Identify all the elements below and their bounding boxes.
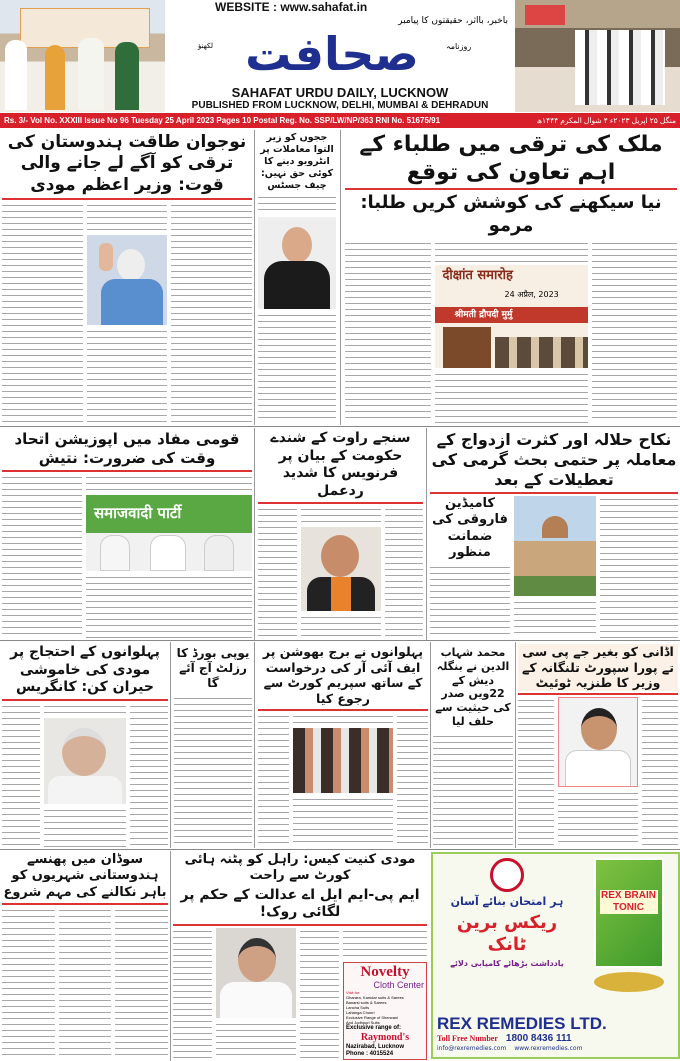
article-body-text bbox=[59, 907, 112, 1059]
header-photo-left bbox=[0, 0, 165, 112]
article-body-text bbox=[343, 928, 427, 960]
article-body-text bbox=[44, 703, 126, 715]
article-body-text bbox=[87, 202, 168, 232]
article-body-text bbox=[301, 506, 381, 524]
modi-photo bbox=[87, 235, 167, 325]
dateline-urdu: منگل ۲۵ اپریل ۲۰۲۳ء ۴ شوال المکرم ۱۴۴۴ھ bbox=[536, 116, 676, 125]
rex-ad[interactable] bbox=[431, 852, 680, 1059]
rex-company: REX REMEDIES LTD. bbox=[437, 1014, 607, 1033]
article-body-text bbox=[397, 713, 428, 848]
novelty-exclusive: Exclusive range of: bbox=[346, 1025, 402, 1031]
article-body-text bbox=[385, 506, 424, 638]
article-body-text bbox=[301, 614, 381, 638]
nitish-photo-banner: समाजवादी पार्टी bbox=[94, 503, 182, 522]
novelty-item: Exclusive Range of Sherwani bbox=[346, 1015, 399, 1020]
rex-box-label: REX BRAIN TONIC bbox=[600, 890, 656, 913]
rahul-photo bbox=[216, 928, 296, 1018]
tagline-urdu: باخبر، بااثر، حقیقتوں کا پیامبر bbox=[398, 16, 508, 26]
rex-toll-number: 1800 8436 111 bbox=[505, 1033, 572, 1044]
novelty-visit: Visit for: bbox=[346, 990, 361, 995]
cji-headline[interactable]: ججوں کو زیر التوا معاملات پر انٹرویو دینے کا کوئی حق نہیں: چیف جسٹس bbox=[260, 132, 334, 191]
wrestlers-photo bbox=[293, 728, 393, 793]
novelty-item: And Jodhpuri Suits bbox=[346, 1020, 380, 1025]
supreme-court-photo bbox=[514, 496, 596, 596]
article-body-text bbox=[86, 474, 252, 492]
lead-photo-banner: दीक्षांत समारोह bbox=[442, 268, 513, 283]
masthead-logo: صحافت bbox=[245, 27, 419, 81]
article-body-text bbox=[2, 202, 83, 422]
novelty-address: Nazirabad, Lucknow bbox=[346, 1044, 405, 1050]
rex-benefit: یادداشت بڑھائے کامیابی دلائے bbox=[450, 959, 564, 968]
article-body-text bbox=[44, 807, 126, 848]
nitish-headline[interactable]: قومی مفاد میں اپوزیشن اتحاد وقت کی ضرورت: نتیش bbox=[14, 430, 240, 467]
article-body-text bbox=[173, 928, 212, 1061]
lead-subhead[interactable]: نیا سیکھنے کی کوشش کریں طلبا: مرمو bbox=[360, 192, 662, 236]
article-body-text bbox=[430, 564, 510, 638]
wrestlers-headline[interactable]: پہلوانوں نے برج بھوشن پر ایف آئی آر کی درخواست کے ساتھ سپریم کورٹ سے رجوع کیا bbox=[262, 644, 424, 706]
ktr-photo bbox=[558, 697, 638, 787]
article-body-text bbox=[558, 790, 638, 847]
lead-photo-date: 24 अप्रैल, 2023 bbox=[504, 290, 559, 299]
article-body-text bbox=[258, 506, 297, 638]
novelty-item: Lancha Suits bbox=[346, 1005, 370, 1010]
cji-photo bbox=[258, 217, 336, 309]
faruqui-headline[interactable]: کامیڈین فاروقی کی ضمانت منظور bbox=[432, 496, 508, 560]
article-body-text bbox=[293, 796, 393, 848]
article-body-text bbox=[600, 496, 678, 638]
fruits-image bbox=[594, 972, 664, 992]
masthead-published: PUBLISHED FROM LUCKNOW, DELHI, MUMBAI & DEHRADUN bbox=[191, 100, 489, 111]
sudan-headline[interactable]: سوڈان میں پھنسے ہندوستانی شہریوں کو باہر نکالنے کی مہم شروع bbox=[3, 852, 167, 900]
article-body-text bbox=[86, 574, 252, 639]
masthead-title-en: SAHAFAT URDU DAILY, LUCKNOW bbox=[231, 85, 449, 100]
rex-toll-label: Toll Free Number bbox=[437, 1034, 498, 1043]
rex-web: www.rexremedies.com bbox=[514, 1045, 583, 1052]
rex-product: ریکس برین ٹانک bbox=[456, 912, 558, 955]
lead-headline[interactable]: ملک کی ترقی میں طلباء کے اہم تعاون کی توقع bbox=[359, 132, 663, 185]
congress-headline[interactable]: پہلوانوں کے احتجاج پر مودی کی خاموشی حیران کن: کانگریس bbox=[10, 644, 160, 695]
daily-label: روزنامہ bbox=[446, 42, 472, 51]
article-body-text bbox=[433, 733, 513, 847]
article-body-text bbox=[435, 240, 588, 262]
bangladesh-headline[interactable]: محمد شہاب الدین نے بنگلہ دیش کے 22ویں صدر کی حیثیت سے حلف لیا bbox=[435, 646, 511, 728]
city-label: لکھنؤ bbox=[198, 42, 213, 50]
novelty-item: Banarsi suits & Sarees bbox=[346, 1000, 387, 1005]
article-body-text bbox=[293, 713, 393, 725]
header-photo-right bbox=[515, 0, 680, 112]
novelty-phone: Phone : 4015524 bbox=[346, 1051, 394, 1057]
article-body-text bbox=[592, 240, 678, 423]
article-body-text bbox=[258, 194, 336, 214]
article-body-text bbox=[216, 1021, 296, 1061]
article-body-text bbox=[514, 599, 596, 638]
novelty-ad[interactable] bbox=[343, 962, 427, 1060]
jairam-photo bbox=[44, 718, 126, 804]
article-body-text bbox=[258, 713, 289, 848]
article-body-text bbox=[258, 312, 336, 422]
rahul-subhead[interactable]: ایم پی-ایم ایل اے عدالت کے حکم پر لگائی روک! bbox=[180, 886, 420, 920]
dateline-info: Rs. 3/- Vol No. XXXIII Issue No 96 Tuesday 25 April 2023 Pages 10 Postal Reg. No. SSP/LW/NP/363 RNI No. 51675/91 bbox=[4, 116, 441, 125]
upboard-headline[interactable]: یوپی بورڈ کا رزلٹ آج آئے گا bbox=[176, 646, 250, 690]
raut-headline[interactable]: سنجے راوت کے شندے حکومت کے بیان پر فرنویس کا شدید ردعمل bbox=[270, 430, 411, 499]
article-body-text bbox=[174, 695, 252, 846]
article-body-text bbox=[345, 240, 431, 423]
dateline-bar bbox=[0, 113, 680, 128]
rex-box bbox=[594, 858, 664, 968]
website-label: WEBSITE : www.sahafat.in bbox=[215, 0, 368, 14]
nikah-headline[interactable]: نکاح حلالہ اور کثرت ازدواج کے معاملہ پر حتمی بحث گرمی کی تعطیلات کے بعد bbox=[431, 430, 677, 489]
lead-photo-name: श्रीमती द्रौपदी मुर्मु bbox=[454, 310, 513, 320]
telangana-headline[interactable]: اڈانی کو بغیر جے پی سی تے پورا سپورٹ تلنگانہ کے وزیر کا طنزیہ ٹوئیٹ bbox=[518, 644, 678, 691]
novelty-sub: Cloth Center bbox=[373, 980, 424, 990]
article-body-text bbox=[300, 928, 339, 1061]
novelty-name: Novelty bbox=[360, 964, 410, 980]
novelty-item: Lahanga Chunri bbox=[346, 1010, 375, 1015]
rahul-headline[interactable]: مودی کنیت کیس: راہل کو پٹنہ ہائی کورٹ سے راحت bbox=[184, 852, 416, 884]
article-body-text bbox=[435, 371, 588, 423]
article-body-text bbox=[2, 907, 55, 1059]
article-body-text bbox=[87, 328, 168, 422]
article-body-text bbox=[130, 703, 168, 848]
fadnavis-photo bbox=[301, 527, 381, 611]
article-body-text bbox=[518, 697, 554, 847]
rex-email: info@rexremedies.com bbox=[437, 1045, 507, 1052]
article-body-text bbox=[171, 202, 252, 422]
article-body-text bbox=[642, 697, 678, 847]
novelty-item: Gharara, Kamdar suits & Sarees bbox=[346, 995, 404, 1000]
lead-photo bbox=[435, 265, 588, 368]
rex-tagline: ہر امتحان بنائے آسان bbox=[450, 895, 564, 908]
article-body-text bbox=[2, 474, 82, 639]
article-body-text bbox=[115, 907, 168, 1059]
rex-logo-icon bbox=[490, 858, 524, 892]
modi-headline[interactable]: نوجوان طاقت ہندوستان کی ترقی کو آگے لے جانے والی قوت: وزیر اعظم مودی bbox=[7, 132, 247, 195]
nitish-photo bbox=[86, 495, 252, 571]
article-body-text bbox=[2, 703, 40, 848]
novelty-brand: Raymond's bbox=[360, 1032, 410, 1043]
